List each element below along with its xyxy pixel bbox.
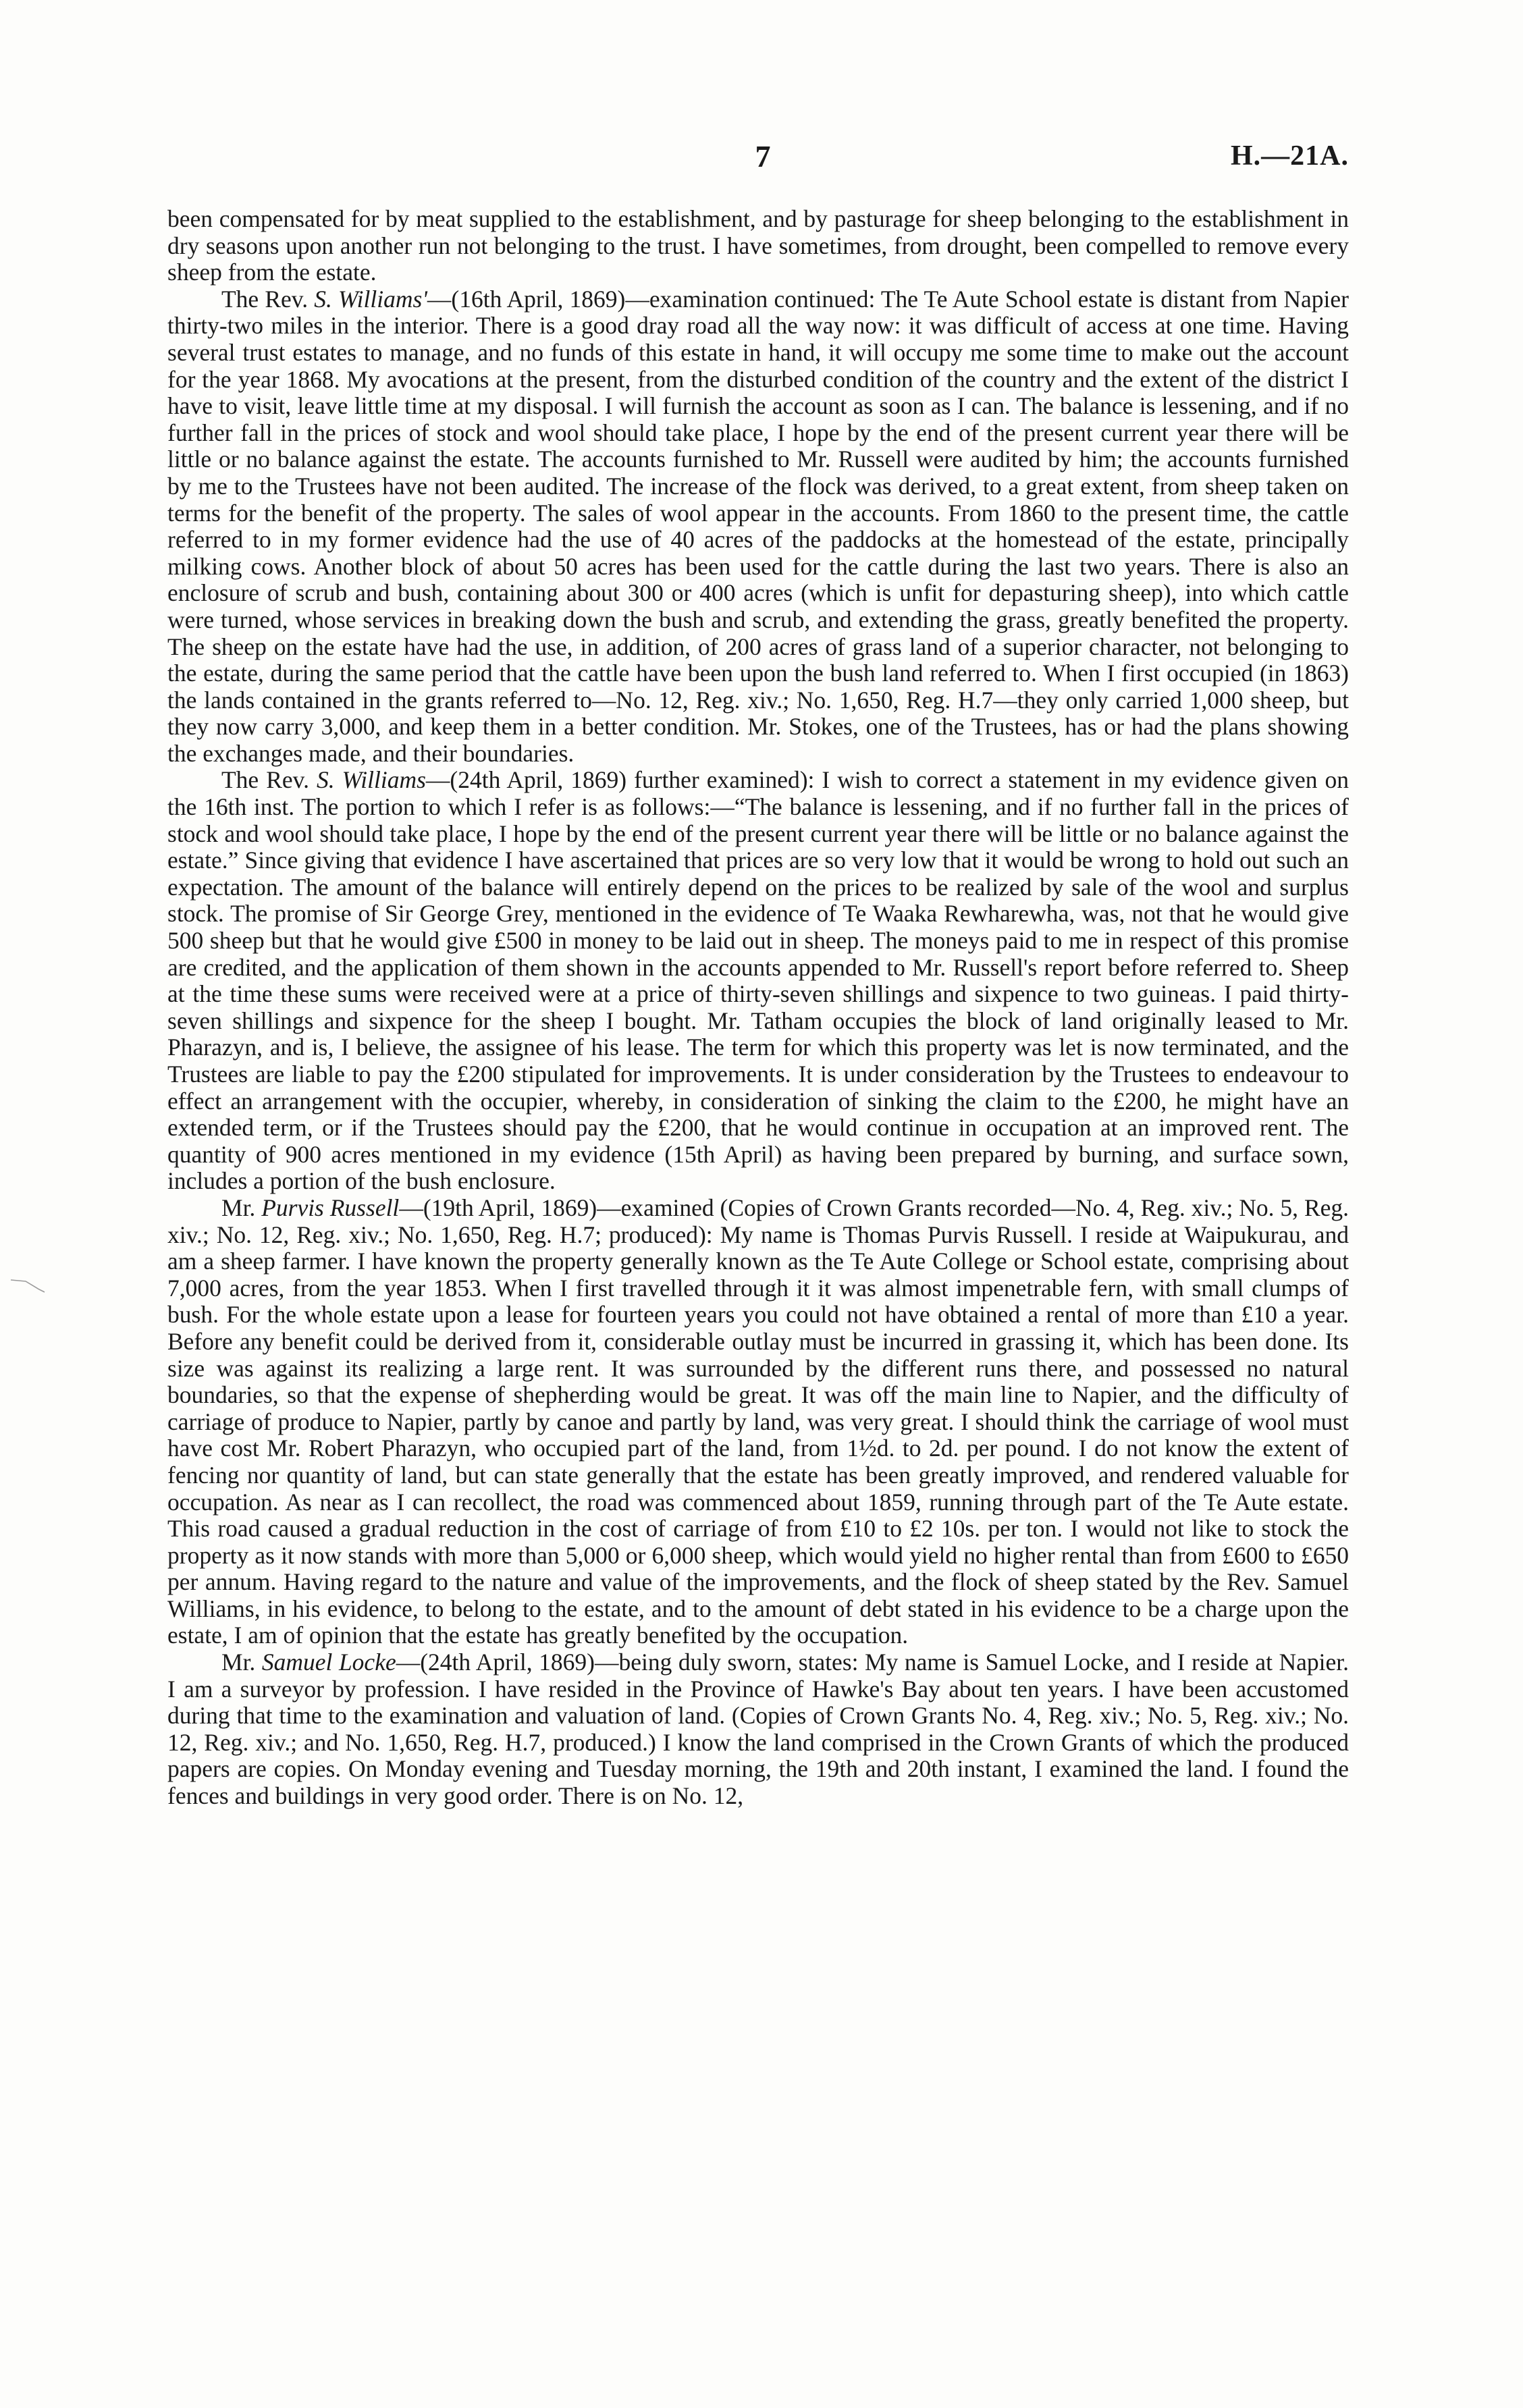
- witness-name: Purvis Russell: [261, 1194, 400, 1221]
- text-run: The Rev.: [221, 285, 315, 313]
- paragraph: [167, 767, 1349, 1195]
- body-text: [167, 206, 1349, 1810]
- paragraph: [167, 1195, 1349, 1649]
- witness-name: S. Williams: [317, 766, 426, 794]
- margin-tick-mark: [9, 1275, 47, 1295]
- witness-name: S. Williams': [314, 285, 427, 313]
- paragraph: [167, 206, 1349, 286]
- text-run: Mr.: [221, 1194, 262, 1221]
- paragraph: [167, 286, 1349, 768]
- text-run: Mr.: [221, 1649, 262, 1676]
- page-header: [0, 138, 1523, 179]
- paragraph: [167, 1649, 1349, 1810]
- text-run: —(24th April, 1869)—being duly sworn, states: My name is Samuel Locke, and I reside at Napier. I am a surveyor by profession. I have resided in the Province of Hawke's Bay about ten years. I have been accustomed during that time to the examination and valuation of land. (Copies of Crown Grants No. 4, Reg. xiv.; No. 5, Reg. xiv.; No. 12, Reg. xiv.; and No. 1,650, Reg. H.7, produced.) I know the land comprised in the Crown Grants of which the produced papers are copies. On Monday evening and Tuesday morning, the 19th and 20th instant, I examined the land. I found the fences and buildings in very good order. There is on No. 12,: [167, 1649, 1349, 1810]
- text-run: —(19th April, 1869)—examined (Copies of Crown Grants recorded—No. 4, Reg. xiv.; No. 5, Reg. xiv.; No. 12, Reg. xiv.; No. 1,650, Reg. H.7; produced): My name is Thomas Purvis Russell. I reside at Waipukurau, and am a sheep farmer. I have known the property generally known as the Te Aute College or School estate, comprising about 7,000 acres, from the year 1853. When I first travelled through it it was almost impenetrable fern, with small clumps of bush. For the whole estate upon a lease for fourteen years you could not have obtained a rental of more than £10 a year. Before any benefit could be derived from it, considerable outlay must be incurred in grassing it, which has been done. Its size was against its realizing a large rent. It was surrounded by the different runs there, and possessed no natural boundaries, so that the expense of shepherding would be great. It was off the main line to Napier, and the difficulty of carriage of produce to Napier, partly by canoe and partly by land, was very great. I should think the carriage of wool must have cost Mr. Robert Pharazyn, who occupied part of the land, from 1½d. to 2d. per pound. I do not know the extent of fencing nor quantity of land, but can state generally that the estate has been greatly improved, and rendered valuable for occupation. As near as I can recollect, the road was commenced about 1859, running through part of the Te Aute estate. This road caused a gradual reduction in the cost of carriage of from £10 to £2 10s. per ton. I would not like to stock the property as it now stands with more than 5,000 or 6,000 sheep, which would yield no higher rental than from £600 to £650 per annum. Having regard to the nature and value of the improvements, and the flock of sheep stated by the Rev. Samuel Williams, in his evidence, to belong to the estate, and to the amount of debt stated in his evidence to be a charge upon the estate, I am of opinion that the estate has greatly benefited by the occupation.: [167, 1194, 1349, 1649]
- document-reference: H.—21A.: [1231, 140, 1349, 171]
- text-run: The Rev.: [221, 766, 317, 794]
- text-run: been compensated for by meat supplied to the establishment, and by pasturage for sheep belonging to the establishment in dry seasons upon another run not belonging to the trust. I have sometimes, from drought, been compelled to remove every sheep from the estate.: [167, 205, 1349, 286]
- text-run: —(16th April, 1869)—examination continued: The Te Aute School estate is distant from Napier thirty-two miles in the interior. There is a good dray road all the way now: it was difficult of access at one time. Having several trust estates to manage, and no funds of this estate in hand, it will occupy me some time to make out the account for the year 1868. My avocations at the present, from the disturbed condition of the country and the extent of the district I have to visit, leave little time at my disposal. I will furnish the account as soon as I can. The balance is lessening, and if no further fall in the prices of stock and wool should take place, I hope by the end of the present current year there will be little or no balance against the estate. The accounts furnished to Mr. Russell were audited by him; the accounts furnished by me to the Trustees have not been audited. The increase of the flock was derived, to a great extent, from sheep taken on terms for the benefit of the property. The sales of wool appear in the accounts. From 1860 to the present time, the cattle referred to in my former evidence had the use of 40 acres of the paddocks at the homestead of the estate, principally milking cows. Another block of about 50 acres has been used for the cattle during the last two years. There is also an enclosure of scrub and bush, containing about 300 or 400 acres (which is unfit for depasturing sheep), into which cattle were turned, whose services in breaking down the bush and scrub, and extending the grass, greatly benefited the property. The sheep on the estate have had the use, in addition, of 200 acres of grass land of a superior character, not belonging to the estate, during the same period that the cattle have been upon the bush land referred to. When I first occupied (in 1863) the lands contained in the grants referred to—No. 12, Reg. xiv.; No. 1,650, Reg. H.7—they only carried 1,000 sheep, but they now carry 3,000, and keep them in a better condition. Mr. Stokes, one of the Trustees, has or had the plans showing the exchanges made, and their boundaries.: [167, 285, 1349, 767]
- text-run: —(24th April, 1869) further examined): I wish to correct a statement in my evidence given on the 16th inst. The portion to which I refer is as follows:—“The balance is lessening, and if no further fall in the prices of stock and wool should take place, I hope by the end of the present current year there will be little or no balance against the estate.” Since giving that evidence I have ascertained that prices are so very low that it would be wrong to hold out such an expectation. The amount of the balance will entirely depend on the prices to be realized by sale of the wool and surplus stock. The promise of Sir George Grey, mentioned in the evidence of Te Waaka Rewharewha, was, not that he would give 500 sheep but that he would give £500 in money to be laid out in sheep. The moneys paid to me in respect of this promise are credited, and the application of them shown in the accounts appended to Mr. Russell's report before referred to. Sheep at the time these sums were received were at a price of thirty-seven shillings and sixpence to two guineas. I paid thirty-seven shillings and sixpence for the sheep I bought. Mr. Tatham occupies the block of land originally leased to Mr. Pharazyn, and is, I believe, the assignee of his lease. The term for which this property was let is now terminated, and the Trustees are liable to pay the £200 stipulated for improvements. It is under consideration by the Trustees to endeavour to effect an arrangement with the occupier, whereby, in consideration of sinking the claim to the £200, he might have an extended term, or if the Trustees should pay the £200, that he would continue in occupation at an improved rent. The quantity of 900 acres mentioned in my evidence (15th April) as having been prepared by burning, and surface sown, includes a portion of the bush enclosure.: [167, 766, 1349, 1195]
- witness-name: Samuel Locke: [261, 1649, 396, 1676]
- page-number: 7: [755, 139, 771, 173]
